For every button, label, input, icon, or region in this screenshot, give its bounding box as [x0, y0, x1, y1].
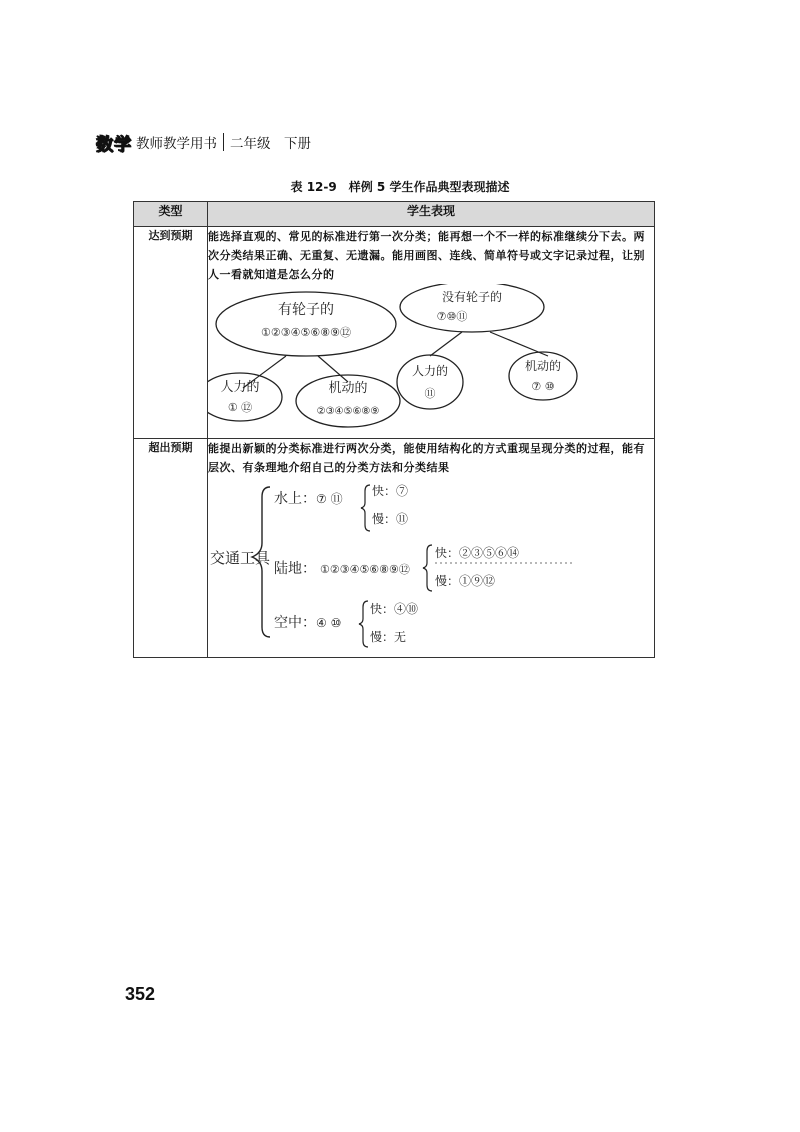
sketch-brace [361, 485, 370, 531]
row-performance-cell [208, 439, 655, 658]
sketch-leaf: 快：④⑩ [370, 602, 419, 616]
sketch-label: 机动的 [524, 359, 562, 373]
sketch-branch-label: 陆地： [274, 561, 316, 577]
sketch-numbers: ④ ⑩ [316, 616, 342, 630]
sketch-brace [359, 601, 368, 647]
sketch-branch-label: 空中： [274, 615, 316, 631]
performance-table [133, 201, 655, 658]
sketch-numbers: ①②③④⑤⑥⑧⑨⑫ [261, 326, 351, 339]
sketch-label: 有轮子的 [278, 302, 334, 318]
page-number: 352 [125, 984, 156, 1004]
sketch-numbers: ⑦ ⑪ [316, 492, 343, 506]
performance-description: 能选择直观的、常见的标准进行第一次分类；能再想一个不一样的标准继续分下去。两次分类结果正确、无重复、无遗漏。能用画图、连线、简单符号或文字记录过程，让别人一看就知道是怎么分的 [208, 230, 645, 281]
table-caption: 表 12-9 样例 5 学生作品典型表现描述 [290, 180, 510, 194]
sketch-brace [423, 545, 432, 591]
sketch-numbers: ⑪ [424, 387, 436, 400]
book-header [96, 130, 311, 154]
sketch-leaf: 慢：⑪ [372, 512, 409, 526]
row-type-cell: 超出预期 [134, 439, 208, 658]
subject-char-2: 学 [114, 134, 131, 155]
table-header-row [134, 202, 655, 227]
sketch-label: 人力的 [411, 364, 449, 378]
sketch-leaf: 慢：无 [370, 630, 407, 644]
header-divider [223, 133, 224, 151]
sketch-label: 人力的 [220, 380, 260, 395]
row-type-cell: 达到预期 [134, 227, 208, 439]
sketch-root-label: 交通工具 [210, 549, 271, 567]
tree-sketch [208, 477, 644, 649]
sketch-leaf: 快：⑦ [372, 484, 409, 498]
sketch-branch-label: 水上： [274, 491, 316, 507]
row-performance-cell [208, 227, 655, 439]
performance-description: 能提出新颖的分类标准进行两次分类，能使用结构化的方式重现呈现分类的过程，能有层次、有条理地介绍自己的分类方法和分类结果 [208, 442, 645, 474]
sketch-leaf: 慢：①⑨⑫ [435, 574, 496, 588]
table-row [134, 227, 655, 439]
table-row [134, 439, 655, 658]
column-header-type: 类型 [134, 202, 208, 227]
grade-label: 二年级 下册 [230, 136, 311, 152]
sketch-connector [430, 332, 462, 356]
column-header-performance: 学生表现 [208, 202, 655, 227]
sketch-label: 没有轮子的 [441, 290, 503, 304]
book-title: 教师教学用书 [136, 136, 217, 152]
sketch-numbers: ②③④⑤⑥⑧⑨ [316, 406, 380, 417]
subject-char-1: 数 [96, 134, 113, 155]
sketch-numbers: ① ⑫ [227, 401, 253, 414]
sketch-leaf: 快：②③⑤⑥⑭ [435, 546, 520, 560]
sketch-label: 机动的 [328, 381, 368, 396]
sketch-numbers: ⑦⑩⑪ [436, 310, 468, 323]
subject-badge [96, 130, 132, 155]
sketch-numbers: ①②③④⑤⑥⑧⑨⑫ [320, 563, 410, 576]
sketch-numbers: ⑦ ⑩ [531, 380, 555, 393]
classification-sketch [208, 284, 644, 430]
